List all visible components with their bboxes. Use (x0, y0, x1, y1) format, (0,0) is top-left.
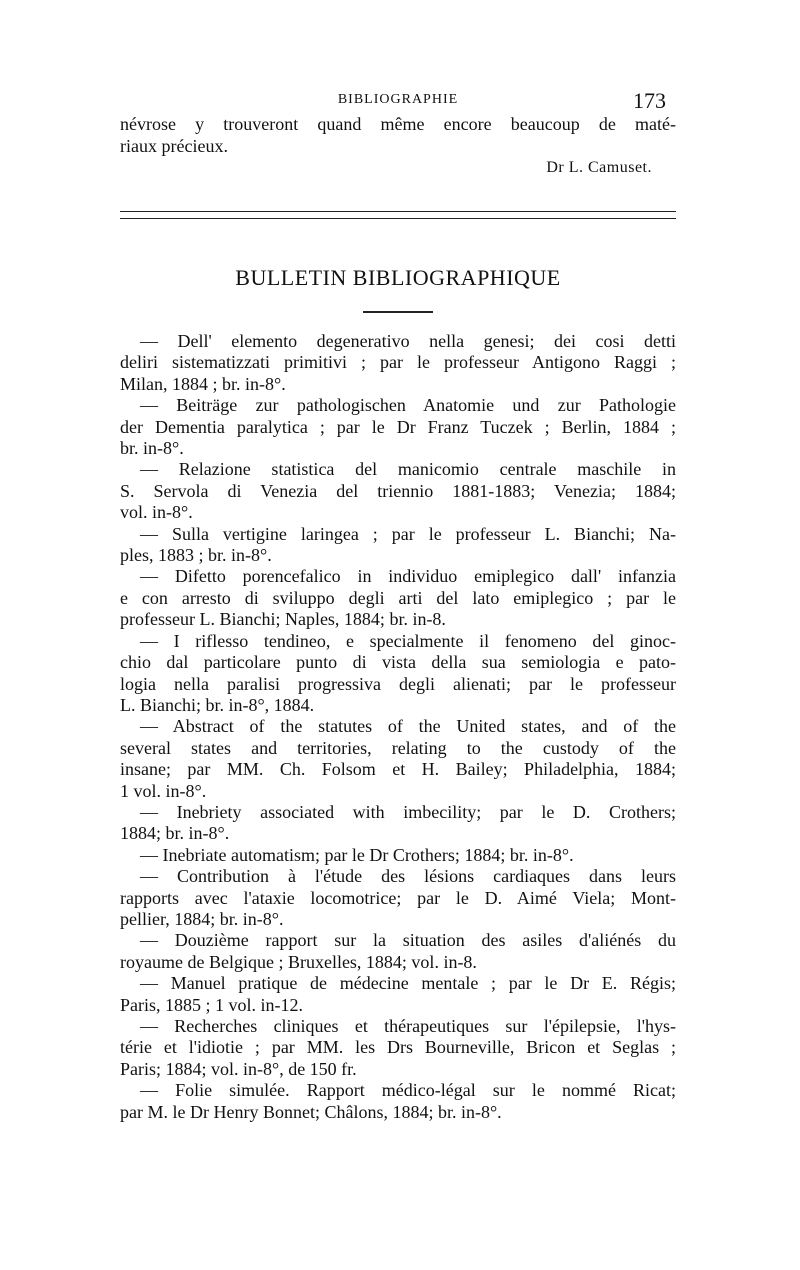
entry-line: insane; par MM. Ch. Folsom et H. Bailey; Philadelphia, 1884; (120, 759, 676, 780)
entry-line: — Beiträge zur pathologischen Anatomie und zur Pathologie (140, 395, 676, 416)
bibliography-entry (120, 566, 676, 630)
page-number: 173 (633, 88, 666, 113)
entry-line: royaume de Belgique ; Bruxelles, 1884; vol. in-8. (120, 951, 477, 972)
entry-line: — Inebriate automatism; par le Dr Crothers; 1884; br. in-8°. (140, 844, 574, 865)
entry-line: S. Servola di Venezia del triennio 1881-1883; Venezia; 1884; (120, 480, 676, 501)
bibliography-entry (120, 802, 676, 845)
entry-line: térie et l'idiotie ; par MM. les Drs Bourneville, Bricon et Seglas ; (120, 1037, 676, 1058)
entry-line: — Relazione statistica del manicomio centrale maschile in (140, 459, 676, 480)
entry-line: professeur L. Bianchi; Naples, 1884; br. in-8. (120, 609, 446, 630)
entry-line: 1 vol. in-8°. (120, 780, 207, 801)
entry-line: — Difetto porencefalico in individuo emiplegico dall' infanzia (140, 566, 676, 587)
bibliography-entry (120, 524, 676, 567)
page-header (120, 88, 676, 114)
entry-line: several states and territories, relating to the custody of the (120, 737, 676, 758)
intro-paragraph (120, 114, 676, 157)
entry-line: L. Bianchi; br. in-8°, 1884. (120, 694, 315, 715)
bibliography-entry (120, 1080, 676, 1123)
running-title: BIBLIOGRAPHIE (337, 92, 459, 107)
signature: Dr L. Camuset. (546, 159, 652, 176)
entry-line: — Abstract of the statutes of the United states, and of the (140, 716, 676, 737)
section-title: BULLETIN BIBLIOGRAPHIQUE (235, 265, 561, 290)
entry-line: — Manuel pratique de médecine mentale ; par le Dr E. Régis; (140, 973, 676, 994)
bibliography-entry (120, 716, 676, 802)
bibliography-entry (120, 395, 676, 459)
entry-line: — Dell' elemento degenerativo nella genesi; dei cosi detti (140, 331, 676, 351)
entry-line: — Douzième rapport sur la situation des asiles d'aliénés du (140, 930, 676, 951)
entry-line: 1884; br. in-8°. (120, 823, 230, 844)
bibliography-entry (120, 459, 676, 523)
entry-line: — Recherches cliniques et thérapeutiques sur l'épilepsie, l'hys- (140, 1016, 676, 1036)
entry-line: Paris, 1885 ; 1 vol. in-12. (120, 994, 303, 1015)
entry-line: Paris; 1884; vol. in-8°, de 150 fr. (120, 1058, 357, 1079)
entry-line: par M. le Dr Henry Bonnet; Châlons, 1884; br. in-8°. (120, 1101, 502, 1122)
bibliography-entry (120, 973, 676, 1016)
bibliography-entry (120, 331, 676, 395)
entry-line: logia nella paralisi progressiva degli alienati; par le professeur (120, 673, 676, 694)
entry-line: vol. in-8°. (120, 502, 193, 523)
text-line: riaux précieux. (120, 135, 228, 156)
entry-line: der Dementia paralytica ; par le Dr Franz Tuczek ; Berlin, 1884 ; (120, 416, 676, 437)
double-rule-divider (120, 211, 676, 219)
bibliography-list (120, 331, 676, 1123)
text-line: névrose y trouveront quand même encore beaucoup de maté- (120, 114, 676, 134)
bibliography-entry (120, 845, 676, 866)
bibliography-entry (120, 631, 676, 717)
entry-line: chio dal particolare punto di vista della sua semiologia e pato- (120, 652, 676, 673)
entry-line: — Folie simulée. Rapport médico-légal sur le nommé Ricat; (140, 1080, 676, 1101)
bibliography-entry (120, 866, 676, 930)
short-rule-divider (363, 311, 433, 313)
entry-line: Milan, 1884 ; br. in-8°. (120, 373, 286, 394)
entry-line: ples, 1883 ; br. in-8°. (120, 545, 272, 566)
entry-line: deliri sistematizzati primitivi ; par le professeur Antigono Raggi ; (120, 352, 676, 373)
entry-line: br. in-8°. (120, 438, 184, 459)
entry-line: — Contribution à l'étude des lésions cardiaques dans leurs (140, 866, 676, 887)
entry-line: e con arresto di sviluppo degli arti del lato emiplegico ; par le (120, 587, 676, 608)
bibliography-entry (120, 930, 676, 973)
entry-line: rapports avec l'ataxie locomotrice; par le D. Aimé Viela; Mont- (120, 887, 676, 908)
entry-line: — Sulla vertigine laringea ; par le professeur L. Bianchi; Na- (140, 523, 676, 544)
bibliography-entry (120, 1016, 676, 1080)
entry-line: pellier, 1884; br. in-8°. (120, 908, 284, 929)
book-page (120, 88, 676, 1123)
entry-line: — I riflesso tendineo, e specialmente il fenomeno del ginoc- (140, 630, 676, 651)
entry-line: — Inebriety associated with imbecility; par le D. Crothers; (140, 801, 676, 822)
